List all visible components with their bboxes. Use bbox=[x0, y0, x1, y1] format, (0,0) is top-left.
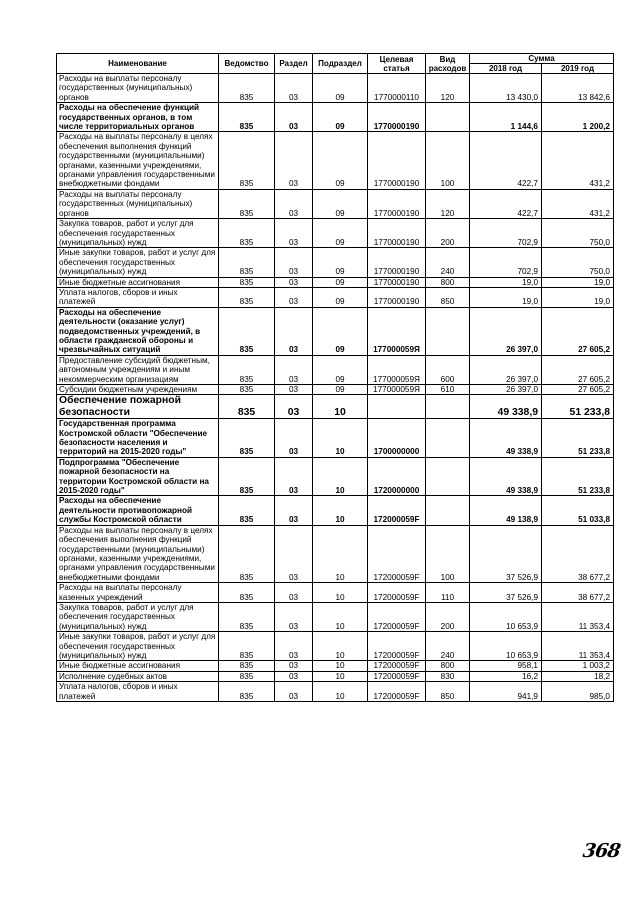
cell-target-article: 177000059Я bbox=[368, 385, 426, 395]
table-row bbox=[57, 632, 614, 661]
cell-department: 835 bbox=[219, 74, 275, 103]
cell-expense-type bbox=[426, 457, 470, 496]
table-row bbox=[57, 395, 614, 419]
cell-sum-2018: 49 138,9 bbox=[470, 496, 542, 525]
cell-sum-2019: 985,0 bbox=[542, 682, 614, 702]
header-sum: Сумма bbox=[470, 54, 614, 64]
table-row bbox=[57, 277, 614, 287]
cell-expense-type bbox=[426, 103, 470, 132]
cell-sum-2019: 11 353,4 bbox=[542, 602, 614, 631]
cell-subsection: 10 bbox=[313, 602, 368, 631]
cell-subsection: 09 bbox=[313, 277, 368, 287]
cell-section: 03 bbox=[275, 496, 313, 525]
cell-name: Иные закупки товаров, работ и услуг для обеспечения государственных (муниципальных) нужд bbox=[57, 248, 219, 277]
cell-department: 835 bbox=[219, 248, 275, 277]
cell-section: 03 bbox=[275, 385, 313, 395]
cell-subsection: 10 bbox=[313, 457, 368, 496]
cell-name: Уплата налогов, сборов и иных платежей bbox=[57, 682, 219, 702]
cell-target-article: 172000059F bbox=[368, 602, 426, 631]
cell-sum-2018: 37 526,9 bbox=[470, 583, 542, 603]
cell-name: Расходы на выплаты персоналу в целях обеспечения выполнения функций государственными (муниципальными) органами, казенными учреждениями, органами управления государственными внебюджетными фондами bbox=[57, 132, 219, 189]
cell-name: Предоставление субсидий бюджетным, автономным учреждениям и иным некоммерческим организациям bbox=[57, 355, 219, 384]
cell-expense-type: 610 bbox=[426, 385, 470, 395]
cell-section: 03 bbox=[275, 602, 313, 631]
cell-name: Иные бюджетные ассигнования bbox=[57, 661, 219, 671]
page-number: 368 bbox=[581, 840, 622, 862]
cell-expense-type: 110 bbox=[426, 583, 470, 603]
cell-target-article: 177000059Я bbox=[368, 355, 426, 384]
cell-sum-2019: 38 677,2 bbox=[542, 583, 614, 603]
table-row bbox=[57, 189, 614, 218]
table-header bbox=[57, 54, 614, 74]
cell-target-article: 1770000190 bbox=[368, 132, 426, 189]
cell-sum-2019: 27 605,2 bbox=[542, 385, 614, 395]
cell-target-article: 1720000000 bbox=[368, 457, 426, 496]
table-row bbox=[57, 496, 614, 525]
cell-department: 835 bbox=[219, 632, 275, 661]
cell-department: 835 bbox=[219, 277, 275, 287]
cell-target-article bbox=[368, 395, 426, 419]
cell-sum-2019: 1 003,2 bbox=[542, 661, 614, 671]
cell-section: 03 bbox=[275, 682, 313, 702]
cell-sum-2018: 26 397,0 bbox=[470, 385, 542, 395]
cell-subsection: 09 bbox=[313, 74, 368, 103]
cell-department: 835 bbox=[219, 355, 275, 384]
cell-target-article: 1770000190 bbox=[368, 219, 426, 248]
cell-name: Иные бюджетные ассигнования bbox=[57, 277, 219, 287]
cell-sum-2019: 51 233,8 bbox=[542, 419, 614, 458]
table-row bbox=[57, 525, 614, 582]
cell-expense-type: 800 bbox=[426, 277, 470, 287]
header-year-2018: 2018 год bbox=[470, 64, 542, 74]
cell-section: 03 bbox=[275, 103, 313, 132]
cell-sum-2018: 37 526,9 bbox=[470, 525, 542, 582]
cell-department: 835 bbox=[219, 671, 275, 681]
cell-subsection: 10 bbox=[313, 395, 368, 419]
cell-target-article: 172000059F bbox=[368, 682, 426, 702]
cell-name: Государственная программа Костромской области "Обеспечение безопасности населения и территорий на 2015-2020 годы" bbox=[57, 419, 219, 458]
cell-subsection: 10 bbox=[313, 671, 368, 681]
cell-section: 03 bbox=[275, 583, 313, 603]
cell-target-article: 1700000000 bbox=[368, 419, 426, 458]
cell-expense-type: 200 bbox=[426, 602, 470, 631]
cell-sum-2019: 750,0 bbox=[542, 219, 614, 248]
cell-sum-2019: 51 233,8 bbox=[542, 395, 614, 419]
table-row bbox=[57, 74, 614, 103]
cell-sum-2018: 49 338,9 bbox=[470, 457, 542, 496]
cell-expense-type: 240 bbox=[426, 632, 470, 661]
cell-subsection: 09 bbox=[313, 355, 368, 384]
cell-target-article: 177000059Я bbox=[368, 307, 426, 355]
cell-target-article: 172000059F bbox=[368, 583, 426, 603]
cell-sum-2018: 422,7 bbox=[470, 132, 542, 189]
cell-section: 03 bbox=[275, 457, 313, 496]
header-subsection: Подраздел bbox=[313, 54, 368, 74]
cell-department: 835 bbox=[219, 287, 275, 307]
cell-expense-type: 800 bbox=[426, 661, 470, 671]
budget-table bbox=[56, 53, 614, 702]
table-row bbox=[57, 661, 614, 671]
cell-expense-type bbox=[426, 395, 470, 419]
cell-sum-2019: 431,2 bbox=[542, 189, 614, 218]
cell-target-article: 172000059F bbox=[368, 525, 426, 582]
table-row bbox=[57, 103, 614, 132]
cell-target-article: 1770000110 bbox=[368, 74, 426, 103]
cell-department: 835 bbox=[219, 496, 275, 525]
table-body bbox=[57, 74, 614, 702]
cell-sum-2018: 26 397,0 bbox=[470, 307, 542, 355]
cell-subsection: 09 bbox=[313, 385, 368, 395]
cell-sum-2019: 27 605,2 bbox=[542, 355, 614, 384]
cell-sum-2018: 49 338,9 bbox=[470, 419, 542, 458]
cell-sum-2018: 16,2 bbox=[470, 671, 542, 681]
header-target-article: Целевая статья bbox=[368, 54, 426, 74]
cell-subsection: 09 bbox=[313, 219, 368, 248]
cell-department: 835 bbox=[219, 457, 275, 496]
cell-name: Расходы на выплаты персоналу в целях обеспечения выполнения функций государственными (муниципальными) органами, казенными учреждениями, органами управления государственными внебюджетными фондами bbox=[57, 525, 219, 582]
cell-expense-type: 100 bbox=[426, 525, 470, 582]
cell-name: Расходы на выплаты персоналу казенных учреждений bbox=[57, 583, 219, 603]
cell-sum-2019: 51 233,8 bbox=[542, 457, 614, 496]
cell-subsection: 10 bbox=[313, 632, 368, 661]
cell-name: Расходы на выплаты персоналу государственных (муниципальных) органов bbox=[57, 189, 219, 218]
cell-name: Расходы на обеспечение деятельности (оказание услуг) подведомственных учреждений, в области гражданской обороны и чрезвычайных ситуаций bbox=[57, 307, 219, 355]
cell-expense-type bbox=[426, 419, 470, 458]
cell-department: 835 bbox=[219, 395, 275, 419]
table-row bbox=[57, 602, 614, 631]
cell-department: 835 bbox=[219, 682, 275, 702]
table-row bbox=[57, 457, 614, 496]
table-row bbox=[57, 682, 614, 702]
table-row bbox=[57, 132, 614, 189]
cell-name: Расходы на выплаты персоналу государственных (муниципальных) органов bbox=[57, 74, 219, 103]
cell-subsection: 10 bbox=[313, 496, 368, 525]
table-row bbox=[57, 583, 614, 603]
cell-expense-type bbox=[426, 496, 470, 525]
cell-name: Закупка товаров, работ и услуг для обеспечения государственных (муниципальных) нужд bbox=[57, 219, 219, 248]
header-year-2019: 2019 год bbox=[542, 64, 614, 74]
cell-section: 03 bbox=[275, 277, 313, 287]
cell-sum-2018: 10 653,9 bbox=[470, 632, 542, 661]
cell-department: 835 bbox=[219, 189, 275, 218]
cell-subsection: 10 bbox=[313, 525, 368, 582]
cell-department: 835 bbox=[219, 219, 275, 248]
cell-sum-2018: 941,9 bbox=[470, 682, 542, 702]
cell-sum-2019: 51 033,8 bbox=[542, 496, 614, 525]
cell-subsection: 09 bbox=[313, 132, 368, 189]
cell-name: Расходы на обеспечение функций государственных органов, в том числе территориальных органов bbox=[57, 103, 219, 132]
cell-section: 03 bbox=[275, 287, 313, 307]
cell-section: 03 bbox=[275, 74, 313, 103]
cell-sum-2019: 750,0 bbox=[542, 248, 614, 277]
cell-sum-2019: 431,2 bbox=[542, 132, 614, 189]
header-department: Ведомство bbox=[219, 54, 275, 74]
cell-section: 03 bbox=[275, 525, 313, 582]
cell-sum-2018: 10 653,9 bbox=[470, 602, 542, 631]
cell-section: 03 bbox=[275, 395, 313, 419]
cell-section: 03 bbox=[275, 419, 313, 458]
cell-sum-2018: 19,0 bbox=[470, 277, 542, 287]
cell-expense-type: 200 bbox=[426, 219, 470, 248]
cell-department: 835 bbox=[219, 103, 275, 132]
cell-target-article: 172000059F bbox=[368, 496, 426, 525]
cell-department: 835 bbox=[219, 525, 275, 582]
cell-expense-type: 600 bbox=[426, 355, 470, 384]
cell-sum-2018: 422,7 bbox=[470, 189, 542, 218]
cell-target-article: 1770000190 bbox=[368, 189, 426, 218]
cell-sum-2019: 19,0 bbox=[542, 287, 614, 307]
cell-target-article: 1770000190 bbox=[368, 277, 426, 287]
cell-sum-2019: 38 677,2 bbox=[542, 525, 614, 582]
cell-expense-type: 120 bbox=[426, 189, 470, 218]
cell-section: 03 bbox=[275, 355, 313, 384]
cell-target-article: 172000059F bbox=[368, 671, 426, 681]
cell-target-article: 172000059F bbox=[368, 661, 426, 671]
cell-sum-2019: 13 842,6 bbox=[542, 74, 614, 103]
table-row bbox=[57, 248, 614, 277]
cell-name: Иные закупки товаров, работ и услуг для обеспечения государственных (муниципальных) нужд bbox=[57, 632, 219, 661]
cell-target-article: 1770000190 bbox=[368, 103, 426, 132]
cell-department: 835 bbox=[219, 385, 275, 395]
cell-subsection: 09 bbox=[313, 307, 368, 355]
table-row bbox=[57, 287, 614, 307]
cell-section: 03 bbox=[275, 671, 313, 681]
cell-department: 835 bbox=[219, 307, 275, 355]
cell-sum-2018: 49 338,9 bbox=[470, 395, 542, 419]
cell-sum-2018: 1 144,6 bbox=[470, 103, 542, 132]
cell-name: Исполнение судебных актов bbox=[57, 671, 219, 681]
cell-section: 03 bbox=[275, 132, 313, 189]
cell-section: 03 bbox=[275, 219, 313, 248]
cell-subsection: 09 bbox=[313, 103, 368, 132]
cell-sum-2019: 11 353,4 bbox=[542, 632, 614, 661]
cell-sum-2019: 27 605,2 bbox=[542, 307, 614, 355]
header-section: Раздел bbox=[275, 54, 313, 74]
cell-sum-2018: 19,0 bbox=[470, 287, 542, 307]
cell-expense-type: 830 bbox=[426, 671, 470, 681]
cell-sum-2018: 26 397,0 bbox=[470, 355, 542, 384]
table-row bbox=[57, 219, 614, 248]
cell-sum-2018: 958,1 bbox=[470, 661, 542, 671]
cell-name: Уплата налогов, сборов и иных платежей bbox=[57, 287, 219, 307]
cell-sum-2019: 19,0 bbox=[542, 277, 614, 287]
cell-sum-2018: 702,9 bbox=[470, 248, 542, 277]
cell-target-article: 172000059F bbox=[368, 632, 426, 661]
table-row bbox=[57, 385, 614, 395]
table-row bbox=[57, 355, 614, 384]
cell-name: Обеспечение пожарной безопасности bbox=[57, 395, 219, 419]
cell-name: Подпрограмма "Обеспечение пожарной безопасности на территории Костромской области на 2015-2020 годы" bbox=[57, 457, 219, 496]
cell-sum-2019: 1 200,2 bbox=[542, 103, 614, 132]
cell-expense-type: 850 bbox=[426, 682, 470, 702]
cell-subsection: 10 bbox=[313, 419, 368, 458]
cell-expense-type: 120 bbox=[426, 74, 470, 103]
cell-subsection: 09 bbox=[313, 248, 368, 277]
cell-name: Закупка товаров, работ и услуг для обеспечения государственных (муниципальных) нужд bbox=[57, 602, 219, 631]
cell-subsection: 10 bbox=[313, 661, 368, 671]
cell-name: Субсидии бюджетным учреждениям bbox=[57, 385, 219, 395]
cell-expense-type: 100 bbox=[426, 132, 470, 189]
cell-department: 835 bbox=[219, 583, 275, 603]
header-name: Наименование bbox=[57, 54, 219, 74]
cell-name: Расходы на обеспечение деятельности противопожарной службы Костромской области bbox=[57, 496, 219, 525]
cell-department: 835 bbox=[219, 602, 275, 631]
cell-target-article: 1770000190 bbox=[368, 248, 426, 277]
cell-target-article: 1770000190 bbox=[368, 287, 426, 307]
cell-section: 03 bbox=[275, 661, 313, 671]
cell-sum-2018: 702,9 bbox=[470, 219, 542, 248]
cell-department: 835 bbox=[219, 419, 275, 458]
cell-expense-type: 240 bbox=[426, 248, 470, 277]
cell-sum-2018: 13 430,0 bbox=[470, 74, 542, 103]
table-row bbox=[57, 419, 614, 458]
cell-subsection: 09 bbox=[313, 189, 368, 218]
cell-section: 03 bbox=[275, 307, 313, 355]
cell-subsection: 10 bbox=[313, 682, 368, 702]
cell-section: 03 bbox=[275, 189, 313, 218]
cell-sum-2019: 18,2 bbox=[542, 671, 614, 681]
table-row bbox=[57, 671, 614, 681]
cell-department: 835 bbox=[219, 661, 275, 671]
cell-department: 835 bbox=[219, 132, 275, 189]
table-row bbox=[57, 307, 614, 355]
cell-section: 03 bbox=[275, 632, 313, 661]
cell-section: 03 bbox=[275, 248, 313, 277]
cell-subsection: 09 bbox=[313, 287, 368, 307]
cell-expense-type bbox=[426, 307, 470, 355]
cell-subsection: 10 bbox=[313, 583, 368, 603]
header-expense-type: Вид расходов bbox=[426, 54, 470, 74]
cell-expense-type: 850 bbox=[426, 287, 470, 307]
